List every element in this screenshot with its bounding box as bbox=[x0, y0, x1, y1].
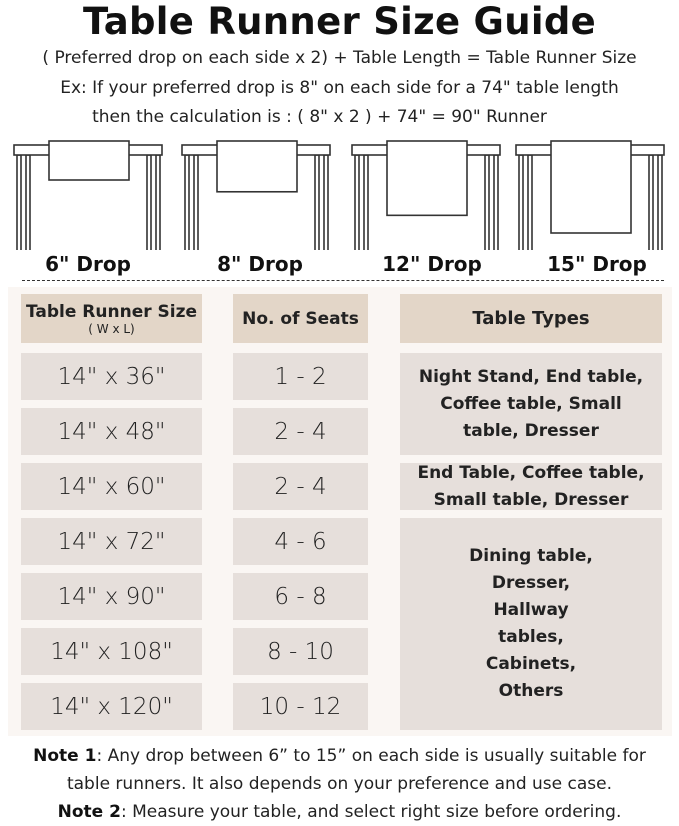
table-leg bbox=[17, 155, 21, 250]
table-leg bbox=[649, 155, 653, 250]
drop-label-8: 8" Drop bbox=[217, 252, 303, 276]
drop-label-6: 6" Drop bbox=[45, 252, 131, 276]
seats-cell: 10 - 12 bbox=[233, 683, 368, 730]
types-cell-medium: End Table, Coffee table, Small table, Dresser bbox=[400, 463, 662, 510]
dashed-divider bbox=[22, 280, 664, 281]
header-types: Table Types bbox=[400, 294, 662, 343]
header-size bbox=[21, 294, 202, 343]
types-cell-small: Night Stand, End table, Coffee table, Small table, Dresser bbox=[400, 353, 662, 455]
table-leg bbox=[324, 155, 328, 250]
size-cell: 14" x 60" bbox=[21, 463, 202, 510]
table-leg bbox=[364, 155, 368, 250]
table-illustration bbox=[14, 141, 162, 250]
header-seats: No. of Seats bbox=[233, 294, 368, 343]
seats-cell: 4 - 6 bbox=[233, 518, 368, 565]
size-cell: 14" x 36" bbox=[21, 353, 202, 400]
seats-cell: 6 - 8 bbox=[233, 573, 368, 620]
table-illustration bbox=[516, 141, 664, 250]
table-leg bbox=[355, 155, 359, 250]
header-size-sub: ( W x L) bbox=[88, 321, 135, 336]
note-2-label: Note 2 bbox=[57, 802, 121, 822]
size-cell: 14" x 108" bbox=[21, 628, 202, 675]
page-title: Table Runner Size Guide bbox=[82, 0, 597, 43]
table-runner bbox=[551, 141, 631, 233]
seats-cell: 2 - 4 bbox=[233, 408, 368, 455]
example-line-2: then the calculation is : ( 8" x 2 ) + 74" = 90" Runner bbox=[92, 107, 547, 127]
table-runner bbox=[387, 141, 467, 215]
table-leg bbox=[194, 155, 198, 250]
table-leg bbox=[156, 155, 160, 250]
drop-label-15: 15" Drop bbox=[547, 252, 647, 276]
table-leg bbox=[485, 155, 489, 250]
seats-cell: 8 - 10 bbox=[233, 628, 368, 675]
size-cell: 14" x 72" bbox=[21, 518, 202, 565]
table-leg bbox=[494, 155, 498, 250]
table-leg bbox=[26, 155, 30, 250]
note-1-line-2: table runners. It also depends on your preference and use case. bbox=[66, 774, 613, 794]
header-size-label: Table Runner Size bbox=[25, 301, 198, 322]
table-runner bbox=[49, 141, 129, 180]
drop-label-12: 12" Drop bbox=[382, 252, 482, 276]
seats-cell: 2 - 4 bbox=[233, 463, 368, 510]
example-line-1: Ex: If your preferred drop is 8" on each side for a 74" table length bbox=[60, 78, 619, 98]
note-1 bbox=[0, 746, 679, 766]
size-cell: 14" x 48" bbox=[21, 408, 202, 455]
formula-text: ( Preferred drop on each side x 2) + Table Length = Table Runner Size bbox=[42, 48, 637, 68]
table-leg bbox=[185, 155, 189, 250]
table-leg bbox=[528, 155, 532, 250]
table-runner bbox=[217, 141, 297, 192]
types-cell-large: Dining table, Dresser, Hallway tables, Cabinets, Others bbox=[400, 518, 662, 730]
note-2-text: : Measure your table, and select right size before ordering. bbox=[120, 802, 622, 822]
note-1-label: Note 1 bbox=[33, 746, 97, 766]
table-leg bbox=[147, 155, 151, 250]
note-2 bbox=[0, 802, 679, 822]
size-cell: 14" x 120" bbox=[21, 683, 202, 730]
drop-diagram bbox=[0, 135, 679, 250]
seats-cell: 1 - 2 bbox=[233, 353, 368, 400]
size-cell: 14" x 90" bbox=[21, 573, 202, 620]
note-1-text: : Any drop between 6” to 15” on each side is usually suitable for bbox=[96, 746, 646, 766]
table-leg bbox=[658, 155, 662, 250]
table-illustration bbox=[182, 141, 330, 250]
table-leg bbox=[519, 155, 523, 250]
table-illustration bbox=[352, 141, 500, 250]
table-leg bbox=[315, 155, 319, 250]
